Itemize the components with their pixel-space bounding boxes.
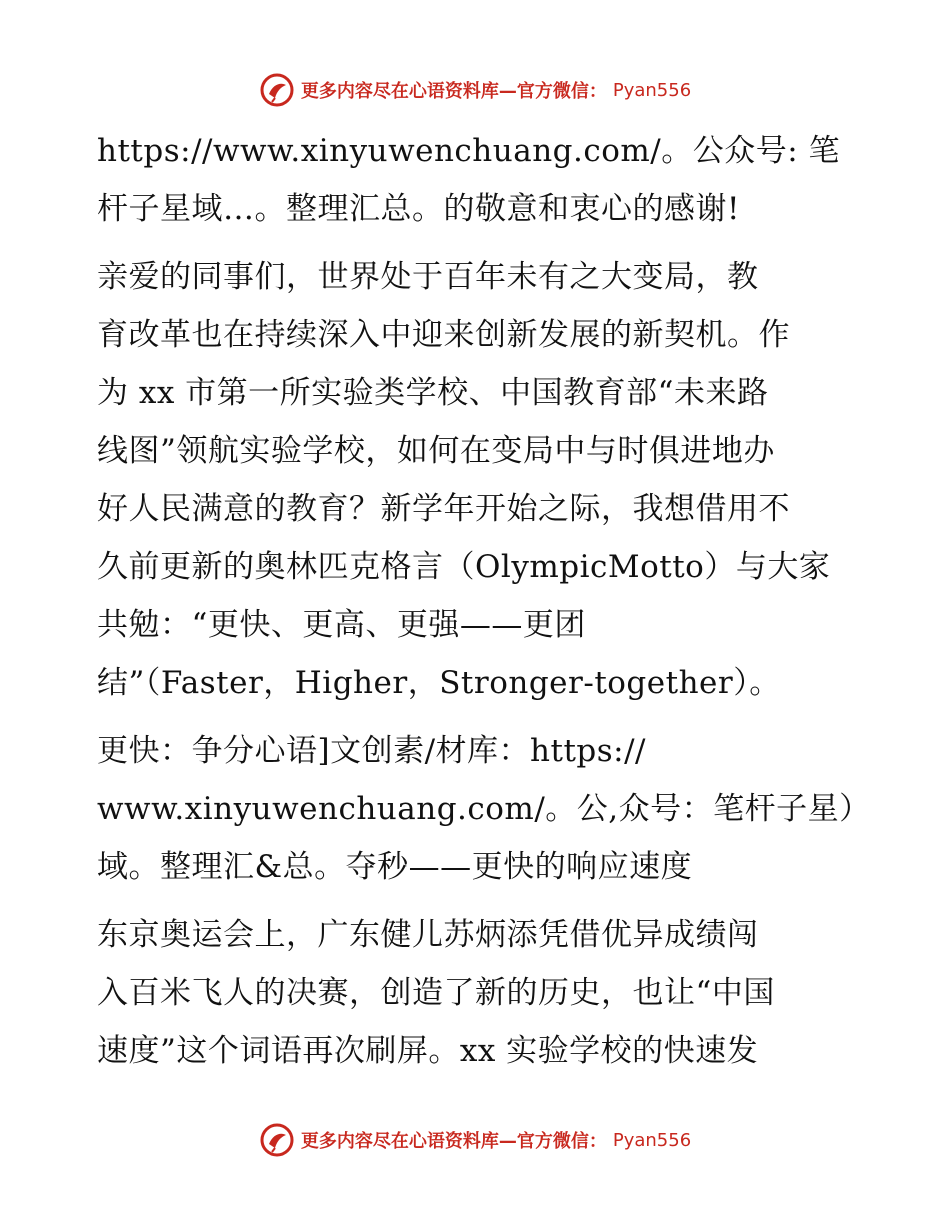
document-body <box>97 122 871 1090</box>
paragraph <box>97 122 857 238</box>
text-line: www.xinyuwenchuang.com/。公,众号：笔杆子星） <box>97 791 871 827</box>
text-line: 久前更新的奥林匹克格言（OlympicMotto）与大家 <box>97 549 831 585</box>
text-line: 线图”领航实验学校，如何在变局中与时俱进地办 <box>97 433 775 469</box>
paragraph <box>97 248 857 712</box>
paragraph <box>97 722 871 896</box>
brand-logo-icon <box>259 1122 295 1158</box>
banner-wechat-id: Pyan556 <box>612 1129 692 1151</box>
text-line: 育改革也在持续深入中迎来创新发展的新契机。作 <box>97 317 790 353</box>
text-line: 为 xx 市第一所实验类学校、中国教育部“未来路 <box>97 375 769 411</box>
text-line: 速度”这个词语再次刷屏。xx 实验学校的快速发 <box>97 1033 759 1069</box>
text-line: 亲爱的同事们，世界处于百年未有之大变局，教 <box>97 259 759 295</box>
brand-logo-icon <box>259 72 295 108</box>
footer-banner <box>0 1120 950 1160</box>
header-banner <box>0 70 950 110</box>
text-line: 好人民满意的教育？新学年开始之际，我想借用不 <box>97 491 790 527</box>
text-line: 结”（Faster，Higher，Stronger-together）。 <box>97 665 781 701</box>
text-line: 更快：争分心语]文创素/材库：https:// <box>97 733 647 769</box>
banner-text: 更多内容尽在心语资料库—官方微信： <box>300 1131 607 1152</box>
text-line: 杆子星域…。整理汇总。的敬意和衷心的感谢! <box>97 191 740 227</box>
paragraph <box>97 906 857 1080</box>
banner-wechat-id: Pyan556 <box>612 79 692 101</box>
text-line: 入百米飞人的决赛，创造了新的历史，也让“中国 <box>97 975 775 1011</box>
text-line: 东京奥运会上，广东健儿苏炳添凭借优异成绩闯 <box>97 917 759 953</box>
text-line: 域。整理汇&总。夺秒——更快的响应速度 <box>97 849 693 885</box>
text-line: 共勉：“更快、更高、更强——更团 <box>97 607 586 643</box>
text-line: https://www.xinyuwenchuang.com/。公众号: 笔 <box>97 133 841 169</box>
banner-text: 更多内容尽在心语资料库—官方微信： <box>300 81 607 102</box>
